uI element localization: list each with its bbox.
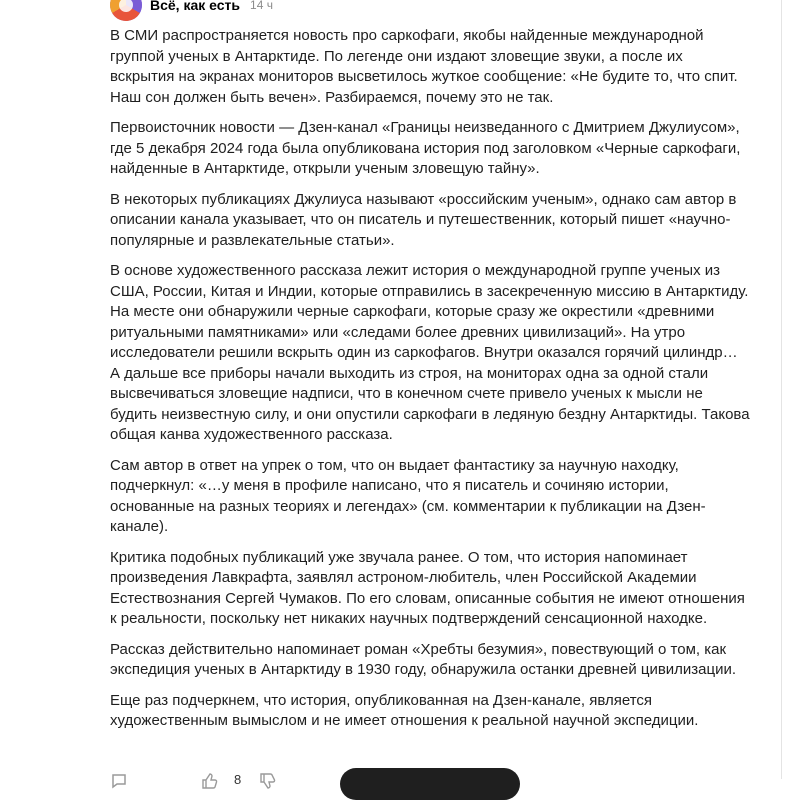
post-article	[110, 26, 750, 742]
channel-avatar[interactable]	[110, 0, 142, 21]
post-actions	[110, 768, 770, 798]
article-paragraph: Критика подобных публикаций уже звучала ранее. О том, что история напоминает произведения Лавкрафта, заявлял астроном-любитель, член Российской Академии Естествознания Сергей Чумаков. По его словам, описанные события не имеют отношения к реальности, поскольку нет никаких научных подтверждений сенсационной находке.	[110, 548, 745, 627]
like-count: 8	[234, 772, 242, 787]
right-divider	[781, 0, 782, 779]
article-paragraph: Рассказ действительно напоминает роман «Хребты безумия», повествующий о том, как экспедиция ученых в Антарктиду в 1930 году, обнаружила останки древней цивилизации.	[110, 640, 737, 678]
article-paragraph: Первоисточник новости — Дзен-канал «Границы неизведанного с Дмитрием Джулиусом», где 5 декабря 2024 года была опубликована история под заголовком «Черные саркофаги, найденные в Антарктиде, открыли ученым зловещую тайну».	[110, 119, 741, 177]
article-paragraph: В СМИ распространяется новость про саркофаги, якобы найденные международной группой ученых в Антарктиде. По легенде они издают зловещие звуки, а после их вскрытия на экранах мониторов высветилось жуткое сообщение: «Не будите то, что спит. Наш сон должен быть вечен». Разбираемся, почему это не так.	[110, 27, 738, 106]
comment-icon[interactable]	[110, 772, 128, 790]
thumbs-down-icon[interactable]	[258, 772, 276, 790]
article-paragraph: Сам автор в ответ на упрек о том, что он выдает фантастику за научную находку, подчеркнул: «…у меня в профиле написано, что я писатель и сочиняю истории, основанные на разных теориях и легендах» (см. комментарии к публикации на Дзен-канале).	[110, 456, 706, 535]
channel-name[interactable]: Всё, как есть	[150, 0, 241, 13]
bottom-action-pill[interactable]	[340, 768, 520, 800]
thumbs-up-icon[interactable]	[200, 772, 218, 790]
post-header	[110, 0, 273, 22]
article-paragraph: Еще раз подчеркнем, что история, опубликованная на Дзен-канале, является художественным вымыслом и не имеет отношения к реальной научной экспедиции.	[110, 691, 699, 729]
article-paragraph: В основе художественного рассказа лежит история о международной группе ученых из США, России, Китая и Индии, которые отправились в засекреченную миссию в Антарктиду. На месте они обнаружили черные саркофаги, которые сразу же окрестили «древними ритуальными памятниками» или «следами более древних цивилизаций». На утро исследователи решили вскрыть один из саркофагов. Внутри оказался горячий цилиндр… А дальше все приборы начали выходить из строя, на мониторах одна за одной стали высвечиваться зловещие надписи, что в конечном счете привело ученых к мысли не будить неизвестную силу, и они опустили саркофаги в ледяную бездну Антарктиды. Такова общая канва художественного рассказа.	[110, 262, 750, 443]
post-time: 14 ч	[250, 0, 273, 12]
article-paragraph: В некоторых публикациях Джулиуса называют «российским ученым», однако сам автор в описании канала указывает, что он писатель и путешественник, который пишет «научно-популярные и развлекательные статьи».	[110, 190, 737, 249]
